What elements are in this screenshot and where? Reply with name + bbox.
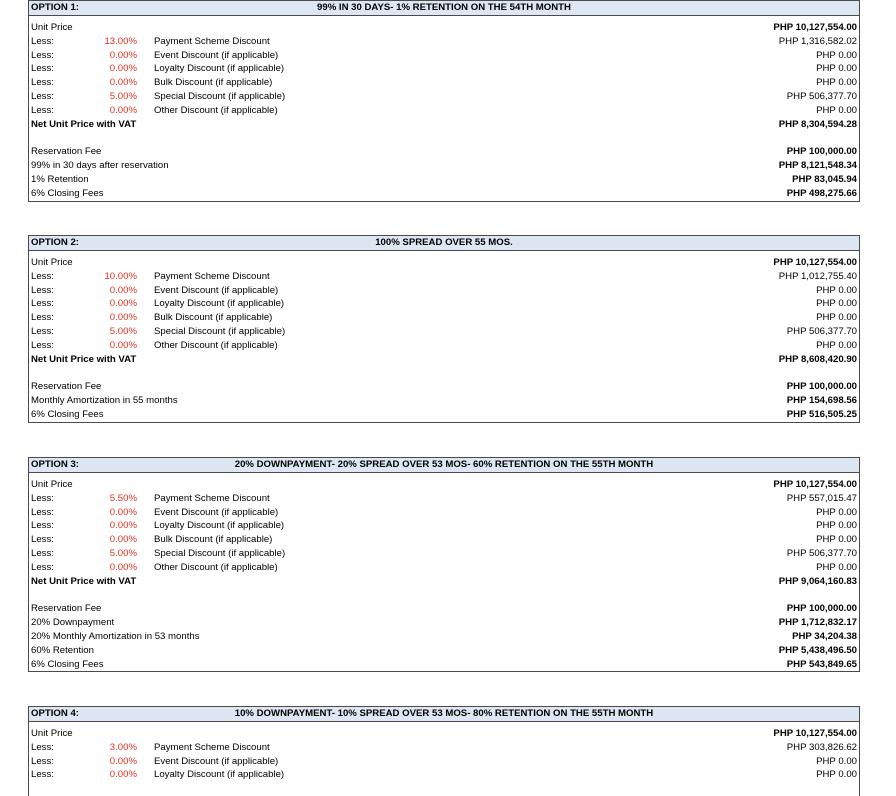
discount-row: [29, 284, 859, 298]
option-header: [29, 707, 859, 722]
discount-amount: PHP 506,377.70: [786, 90, 857, 102]
less-label: Less:: [31, 339, 54, 351]
less-label: Less:: [31, 298, 54, 310]
discount-row: [29, 492, 859, 506]
payment-row: [29, 145, 859, 159]
payment-value: PHP 498,275.66: [786, 187, 857, 199]
discount-percent: 0.00%: [109, 298, 137, 310]
payment-label: 6% Closing Fees: [31, 187, 104, 199]
less-label: Less:: [31, 561, 54, 573]
option-1-block: [28, 0, 860, 202]
discount-amount: PHP 0.00: [816, 561, 857, 573]
net-price-label: Net Unit Price with VAT: [31, 575, 137, 587]
unit-price-value: PHP 10,127,554.00: [773, 728, 857, 739]
less-label: Less:: [31, 547, 54, 559]
option-label: OPTION 1:: [31, 2, 79, 13]
discount-row: [29, 506, 859, 520]
payment-value: PHP 83,045.94: [792, 173, 857, 185]
payment-label: 6% Closing Fees: [31, 658, 104, 670]
option-header: [29, 236, 859, 251]
payment-row: [29, 644, 859, 658]
option-title: 20% DOWNPAYMENT- 20% SPREAD OVER 53 MOS- 60% RETENTION ON THE 55TH MONTH: [234, 459, 654, 470]
option-3-block: [28, 457, 860, 672]
unit-price-label: Unit Price: [31, 22, 73, 33]
discount-amount: PHP 0.00: [816, 755, 857, 767]
discount-amount: PHP 0.00: [816, 63, 857, 75]
unit-price-label: Unit Price: [31, 479, 73, 490]
discount-desc: Other Discount (if applicable): [154, 561, 278, 573]
discount-row: [29, 35, 859, 49]
option-header: [29, 458, 859, 473]
unit-price-label: Unit Price: [31, 257, 73, 268]
unit-price-value: PHP 10,127,554.00: [773, 479, 857, 490]
net-price-value: PHP 8,608,420.90: [778, 353, 857, 365]
option-2-block: [28, 235, 860, 423]
discount-desc: Bulk Discount (if applicable): [154, 534, 273, 546]
net-price-label: Net Unit Price with VAT: [31, 353, 137, 365]
discount-desc: Payment Scheme Discount: [154, 741, 270, 753]
discount-row: [29, 547, 859, 561]
discount-desc: Event Discount (if applicable): [154, 49, 279, 61]
payment-label: 1% Retention: [31, 173, 89, 185]
discount-percent: 0.00%: [109, 77, 137, 89]
discount-row: [29, 561, 859, 575]
net-price-value: PHP 8,304,594.28: [778, 118, 857, 130]
discount-amount: PHP 0.00: [816, 506, 857, 518]
discount-percent: 0.00%: [109, 506, 137, 518]
discount-row: [29, 755, 859, 769]
less-label: Less:: [31, 270, 54, 282]
discount-desc: Special Discount (if applicable): [154, 325, 286, 337]
payment-value: PHP 543,849.65: [786, 658, 857, 670]
less-label: Less:: [31, 104, 54, 116]
payment-value: PHP 516,505.25: [786, 408, 857, 420]
discount-percent: 0.00%: [109, 284, 137, 296]
less-label: Less:: [31, 506, 54, 518]
discount-percent: 13.00%: [104, 35, 137, 47]
discount-desc: Bulk Discount (if applicable): [154, 77, 273, 89]
discount-percent: 0.00%: [109, 561, 137, 573]
option-title: 10% DOWNPAYMENT- 10% SPREAD OVER 53 MOS- 80% RETENTION ON THE 55TH MONTH: [234, 708, 654, 719]
discount-row: [29, 297, 859, 311]
payment-label: Monthly Amortization in 55 months: [31, 395, 178, 407]
unit-price-value: PHP 10,127,554.00: [773, 257, 857, 268]
discount-amount: PHP 0.00: [816, 769, 857, 781]
net-price-row: [29, 353, 859, 367]
payment-row: [29, 394, 859, 408]
discount-desc: Loyalty Discount (if applicable): [154, 520, 285, 532]
payment-row: [29, 187, 859, 201]
discount-percent: 0.00%: [109, 769, 137, 781]
discount-amount: PHP 557,015.47: [786, 492, 857, 504]
discount-desc: Special Discount (if applicable): [154, 90, 286, 102]
discount-amount: PHP 1,316,582.02: [778, 35, 857, 47]
unit-price-value: PHP 10,127,554.00: [773, 22, 857, 33]
discount-percent: 0.00%: [109, 63, 137, 75]
discount-amount: PHP 506,377.70: [786, 547, 857, 559]
discount-amount: PHP 1,012,755.40: [778, 270, 857, 282]
option-title: 100% SPREAD OVER 55 MOS.: [375, 237, 513, 248]
discount-amount: PHP 0.00: [816, 298, 857, 310]
payment-row: [29, 408, 859, 422]
less-label: Less:: [31, 90, 54, 102]
discount-row: [29, 49, 859, 63]
less-label: Less:: [31, 520, 54, 532]
discount-percent: 0.00%: [109, 49, 137, 61]
payment-value: PHP 5,438,496.50: [778, 644, 857, 656]
option-label: OPTION 2:: [31, 237, 79, 248]
payment-value: PHP 8,121,548.34: [778, 160, 857, 172]
discount-amount: PHP 303,826.62: [786, 741, 857, 753]
net-price-label: Net Unit Price with VAT: [31, 118, 137, 130]
discount-desc: Payment Scheme Discount: [154, 270, 270, 282]
discount-amount: PHP 0.00: [816, 520, 857, 532]
payment-row: [29, 630, 859, 644]
discount-row: [29, 76, 859, 90]
discount-amount: PHP 0.00: [816, 104, 857, 116]
option-title: 99% IN 30 DAYS- 1% RETENTION ON THE 54TH MONTH: [317, 2, 571, 13]
discount-percent: 5.00%: [109, 547, 137, 559]
discount-desc: Event Discount (if applicable): [154, 284, 279, 296]
discount-desc: Loyalty Discount (if applicable): [154, 298, 285, 310]
payment-value: PHP 34,204.38: [792, 630, 857, 642]
payment-label: Reservation Fee: [31, 146, 102, 158]
discount-row: [29, 104, 859, 118]
less-label: Less:: [31, 534, 54, 546]
payment-label: 6% Closing Fees: [31, 408, 104, 420]
discount-row: [29, 62, 859, 76]
discount-percent: 5.00%: [109, 90, 137, 102]
option-header: [29, 1, 859, 16]
payment-value: PHP 100,000.00: [786, 603, 857, 615]
discount-row: [29, 311, 859, 325]
discount-percent: 0.00%: [109, 755, 137, 767]
net-price-row: [29, 118, 859, 132]
payment-label: 99% in 30 days after reservation: [31, 160, 169, 172]
payment-value: PHP 154,698.56: [786, 395, 857, 407]
payment-label: Reservation Fee: [31, 603, 102, 615]
unit-price-row: [29, 478, 859, 492]
net-price-row: [29, 575, 859, 589]
discount-row: [29, 270, 859, 284]
discount-percent: 5.50%: [109, 492, 137, 504]
discount-amount: PHP 0.00: [816, 339, 857, 351]
less-label: Less:: [31, 312, 54, 324]
discount-desc: Bulk Discount (if applicable): [154, 312, 273, 324]
less-label: Less:: [31, 49, 54, 61]
discount-desc: Loyalty Discount (if applicable): [154, 63, 285, 75]
discount-percent: 3.00%: [109, 741, 137, 753]
option-4-block: [28, 706, 860, 796]
net-price-value: PHP 9,064,160.83: [778, 575, 857, 587]
discount-desc: Loyalty Discount (if applicable): [154, 769, 285, 781]
discount-desc: Event Discount (if applicable): [154, 506, 279, 518]
less-label: Less:: [31, 741, 54, 753]
option-label: OPTION 3:: [31, 459, 79, 470]
discount-amount: PHP 0.00: [816, 534, 857, 546]
discount-desc: Payment Scheme Discount: [154, 492, 270, 504]
discount-row: [29, 339, 859, 353]
payment-row: [29, 380, 859, 394]
payment-row: [29, 173, 859, 187]
discount-row: [29, 325, 859, 339]
discount-percent: 0.00%: [109, 104, 137, 116]
discount-percent: 0.00%: [109, 534, 137, 546]
payment-value: PHP 100,000.00: [786, 146, 857, 158]
discount-percent: 0.00%: [109, 339, 137, 351]
payment-row: [29, 658, 859, 672]
discount-percent: 5.00%: [109, 325, 137, 337]
unit-price-row: [29, 256, 859, 270]
less-label: Less:: [31, 35, 54, 47]
discount-amount: PHP 0.00: [816, 284, 857, 296]
discount-desc: Other Discount (if applicable): [154, 104, 278, 116]
payment-label: 20% Monthly Amortization in 53 months: [31, 630, 200, 642]
payment-value: PHP 100,000.00: [786, 381, 857, 393]
discount-amount: PHP 0.00: [816, 49, 857, 61]
less-label: Less:: [31, 492, 54, 504]
discount-row: [29, 533, 859, 547]
option-label: OPTION 4:: [31, 708, 79, 719]
payment-row: [29, 602, 859, 616]
less-label: Less:: [31, 284, 54, 296]
less-label: Less:: [31, 769, 54, 781]
discount-row: [29, 519, 859, 533]
discount-row: [29, 90, 859, 104]
discount-desc: Other Discount (if applicable): [154, 339, 278, 351]
discount-desc: Event Discount (if applicable): [154, 755, 279, 767]
discount-desc: Special Discount (if applicable): [154, 547, 286, 559]
discount-row: [29, 768, 859, 782]
discount-percent: 0.00%: [109, 520, 137, 532]
unit-price-row: [29, 21, 859, 35]
less-label: Less:: [31, 77, 54, 89]
discount-percent: 0.00%: [109, 312, 137, 324]
payment-label: 60% Retention: [31, 644, 94, 656]
discount-amount: PHP 0.00: [816, 77, 857, 89]
payment-row: [29, 616, 859, 630]
discount-desc: Payment Scheme Discount: [154, 35, 270, 47]
payment-label: Reservation Fee: [31, 381, 102, 393]
less-label: Less:: [31, 63, 54, 75]
less-label: Less:: [31, 755, 54, 767]
payment-label: 20% Downpayment: [31, 617, 115, 629]
payment-row: [29, 159, 859, 173]
discount-amount: PHP 506,377.70: [786, 325, 857, 337]
discount-row: [29, 741, 859, 755]
discount-percent: 10.00%: [104, 270, 137, 282]
unit-price-row: [29, 727, 859, 741]
less-label: Less:: [31, 325, 54, 337]
discount-amount: PHP 0.00: [816, 312, 857, 324]
payment-value: PHP 1,712,832.17: [778, 617, 857, 629]
unit-price-label: Unit Price: [31, 728, 73, 739]
